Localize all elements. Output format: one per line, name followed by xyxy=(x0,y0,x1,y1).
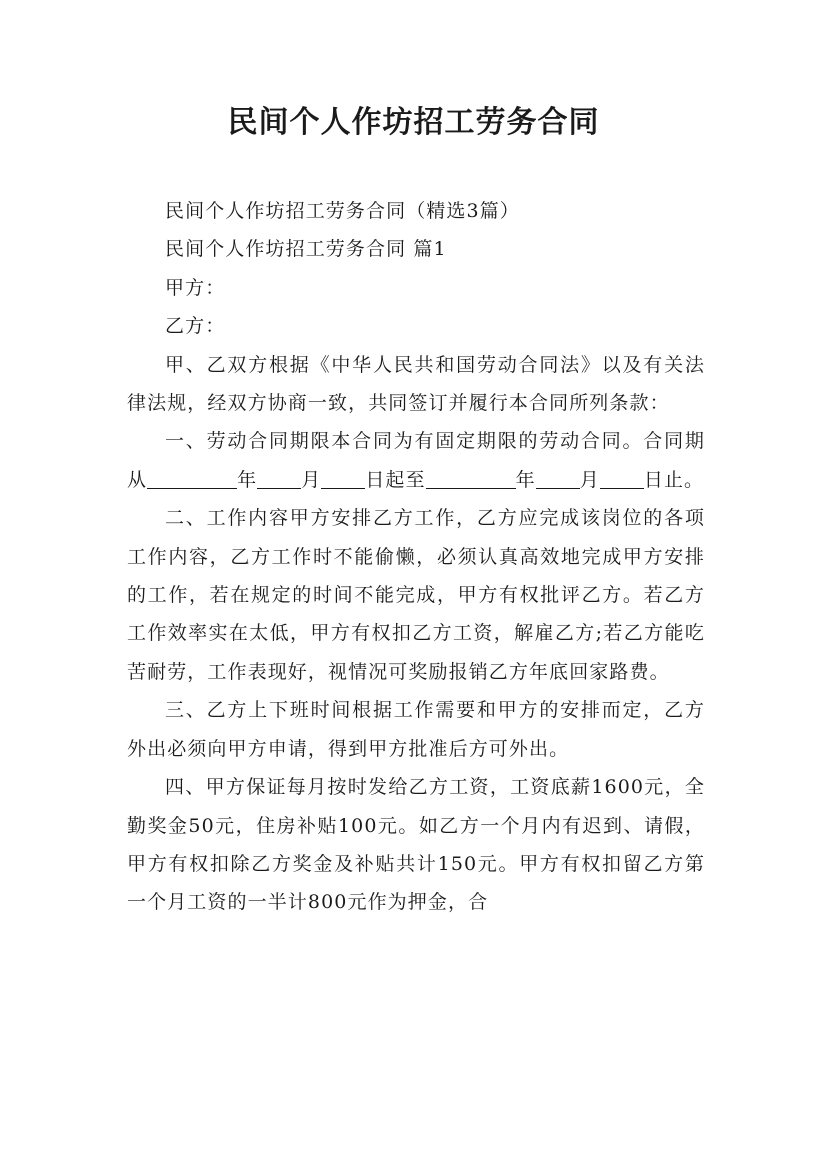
label-year-start: 年 xyxy=(237,468,258,491)
blank-month-start xyxy=(257,468,301,489)
label-year-end: 年 xyxy=(515,468,536,491)
clause-3-paragraph: 三、乙方上下班时间根据工作需要和甲方的安排而定，乙方外出必须向甲方申请，得到甲方批准后方可外出。 xyxy=(127,699,705,760)
label-month-start: 月 xyxy=(301,468,322,491)
document-title: 民间个人作坊招工劳务合同 xyxy=(227,105,600,140)
subtitle-line: 民间个人作坊招工劳务合同（精选3篇） xyxy=(165,200,520,222)
party-b-line: 乙方： xyxy=(165,315,226,338)
party-a-line: 甲方： xyxy=(165,276,226,299)
blank-day-end xyxy=(600,468,644,489)
blank-year-start xyxy=(147,468,237,489)
clause-1-text: 一、劳动合同期限本合同为有固定期限的劳动合同。合同期从 xyxy=(127,430,705,491)
blank-month-end xyxy=(536,468,580,489)
blank-day-start xyxy=(321,468,365,489)
document-body xyxy=(127,192,705,922)
blank-year-end xyxy=(426,468,516,489)
label-day-start: 日起至 xyxy=(365,468,426,491)
clause-4-paragraph: 四、甲方保证每月按时发给乙方工资，工资底薪1600元，全勤奖金50元，住房补贴100元。如乙方一个月内有迟到、请假，甲方有权扣除乙方奖金及补贴共计150元。甲方有权扣留乙方第一个月工资的一半计800元作为押金，合 xyxy=(127,776,705,914)
intro-paragraph: 甲、乙双方根据《中华人民共和国劳动合同法》以及有关法律法规，经双方协商一致，共同签订并履行本合同所列条款： xyxy=(127,353,705,415)
label-day-end: 日止。 xyxy=(643,468,705,491)
part-heading: 民间个人作坊招工劳务合同 篇1 xyxy=(165,238,447,261)
clause-2-paragraph: 二、工作内容甲方安排乙方工作，乙方应完成该岗位的各项工作内容，乙方工作时不能偷懒，必须认真高效地完成甲方安排的工作，若在规定的时间不能完成，甲方有权批评乙方。若乙方工作效率实在太低，甲方有权扣乙方工资，解雇乙方;若乙方能吃苦耐劳，工作表现好，视情况可奖励报销乙方年底回家路费。 xyxy=(127,507,705,683)
clause-1-paragraph xyxy=(127,422,705,499)
label-month-end: 月 xyxy=(579,468,600,491)
